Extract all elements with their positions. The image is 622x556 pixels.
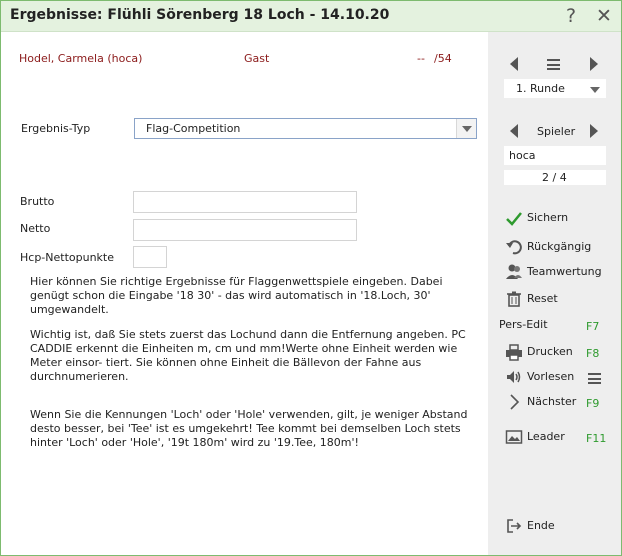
trash-icon — [505, 290, 523, 308]
reset-label: Reset — [527, 292, 558, 305]
ende-label: Ende — [527, 519, 555, 532]
teamwertung-label: Teamwertung — [527, 265, 602, 278]
leader-button[interactable] — [505, 428, 580, 448]
ergebnis-typ-value: Flag-Competition — [146, 122, 241, 135]
hcp-netto-label: Hcp-Nettopunkte — [20, 251, 114, 264]
player-name: Hodel, Carmela (hoca) — [19, 52, 143, 65]
info-paragraph-3: Wenn Sie die Kennungen 'Loch' oder 'Hole' verwenden, gilt, je weniger Abstand desto besser, bei 'Tee' ist es umgekehrt! Tee kommt bei demselben Loch stets hinter 'Loch' oder 'Hole', '19t 180m' wird zu '19.Tee, 180m'! — [30, 408, 468, 449]
player-counter — [504, 170, 606, 185]
sichern-button[interactable] — [505, 209, 585, 229]
hcp-total: /54 — [434, 52, 452, 65]
chevron-right-icon — [505, 393, 523, 411]
leader-label: Leader — [527, 430, 565, 443]
info-paragraph-2: Wichtig ist, daß Sie stets zuerst das Lochund dann die Entfernung angeben. PC CADDIE erkennt die Einheiten m, cm und mm!Werte ohne Einheit werden wie Meter einsor- tiert. Sie können ohne Einheit die Bällevon der Fahne aus durchnumerieren. — [30, 328, 466, 383]
vorlesen-menu-icon[interactable] — [588, 373, 601, 384]
title-bar — [1, 1, 621, 32]
vorlesen-button[interactable] — [505, 368, 580, 388]
next-round-icon[interactable] — [590, 57, 598, 71]
hcp-netto-input[interactable] — [133, 246, 167, 268]
naechster-shortcut: F9 — [586, 397, 600, 410]
spieler-value: hoca — [509, 149, 536, 162]
vorlesen-label: Vorlesen — [527, 370, 575, 383]
naechster-label: Nächster — [527, 395, 577, 408]
previous-player-icon[interactable] — [510, 124, 518, 138]
window-title: Ergebnisse: Flühli Sörenberg 18 Loch - 14.10.20 — [10, 7, 390, 23]
hcp-dash: -- — [417, 52, 425, 65]
pers-edit-button[interactable] — [499, 316, 580, 336]
round-value: 1. Runde — [516, 82, 565, 95]
image-icon — [505, 428, 523, 446]
netto-label: Netto — [20, 222, 51, 235]
pers-edit-shortcut: F7 — [586, 320, 600, 333]
teamwertung-button[interactable] — [505, 263, 615, 283]
help-button[interactable]: ? — [565, 5, 577, 27]
player-status: Gast — [244, 52, 270, 65]
player-counter-value: 2 / 4 — [542, 171, 567, 184]
undo-icon — [505, 238, 523, 256]
ergebnis-typ-select[interactable] — [134, 118, 477, 139]
info-paragraph-1: Hier können Sie richtige Ergebnisse für Flaggenwettspiele eingeben. Dabei genügt schon die Eingabe '18 30' - das wird automatisch in '18.Loch, 30' umgewandelt. — [30, 275, 443, 316]
brutto-input[interactable] — [133, 191, 357, 213]
close-button[interactable]: ✕ — [596, 5, 612, 27]
speaker-icon — [505, 368, 523, 386]
ende-button[interactable] — [505, 517, 575, 537]
printer-icon — [505, 343, 523, 361]
pers-edit-label: Pers-Edit — [499, 318, 548, 331]
next-player-icon[interactable] — [590, 124, 598, 138]
sichern-label: Sichern — [527, 211, 569, 224]
previous-round-icon[interactable] — [510, 57, 518, 71]
exit-icon — [505, 517, 523, 535]
drucken-shortcut: F8 — [586, 347, 600, 360]
ergebnis-typ-label: Ergebnis-Typ — [21, 122, 91, 135]
main-panel — [1, 32, 488, 555]
reset-button[interactable] — [505, 290, 575, 310]
spieler-label: Spieler — [537, 125, 576, 138]
drucken-button[interactable] — [505, 343, 580, 363]
brutto-label: Brutto — [20, 195, 55, 208]
spieler-input[interactable] — [504, 146, 606, 165]
naechster-button[interactable] — [505, 393, 580, 413]
round-chevron-down-icon[interactable] — [590, 87, 600, 93]
leader-shortcut: F11 — [586, 432, 607, 445]
ergebnis-typ-dropdown-button[interactable] — [456, 119, 476, 138]
drucken-label: Drucken — [527, 345, 573, 358]
checkmark-icon — [505, 209, 523, 227]
chevron-down-icon — [462, 126, 472, 132]
team-icon — [505, 263, 523, 281]
rueckgaengig-label: Rückgängig — [527, 240, 592, 253]
round-menu-icon[interactable] — [547, 59, 560, 70]
netto-input[interactable] — [133, 219, 357, 241]
rueckgaengig-button[interactable] — [505, 238, 605, 258]
